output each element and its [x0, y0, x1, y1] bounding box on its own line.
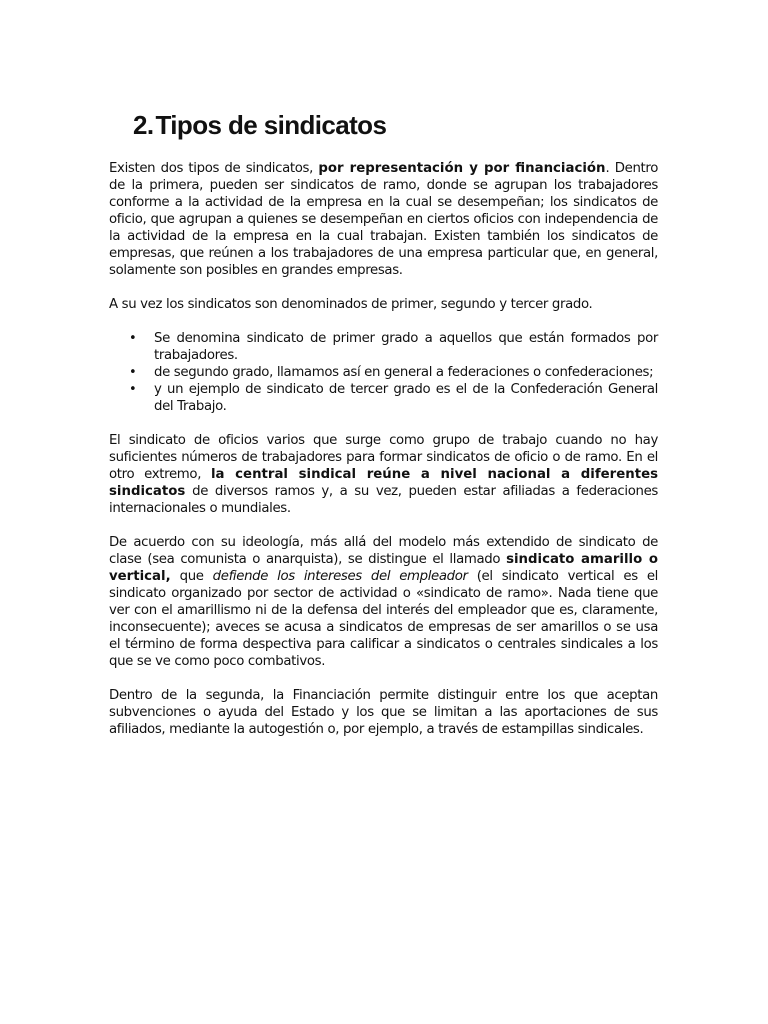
- italic-text: defiende los intereses del empleador: [212, 569, 468, 584]
- section-number: 2.: [133, 110, 154, 140]
- bullet-icon: •: [129, 365, 137, 380]
- list-item-text: Se denomina sindicato de primer grado a aquellos que están formados por trabajadores.: [154, 331, 658, 363]
- paragraph-text: El sindicato de oficios varios que surge como grupo de trabajo cuando no hay suficientes números de trabajadores para formar sindicatos de oficio o de ramo. En el otro extremo,: [109, 433, 658, 482]
- document-page: [109, 108, 658, 755]
- section-title: Tipos de sindicatos: [155, 110, 387, 140]
- list-item-text: y un ejemplo de sindicato de tercer grado es el de la Confederación General del Trabajo.: [154, 382, 658, 414]
- paragraph-text: Existen dos tipos de sindicatos,: [109, 161, 319, 176]
- list-item: [109, 330, 658, 364]
- section-heading: [133, 108, 658, 142]
- bullet-icon: •: [129, 331, 137, 346]
- paragraph-financiacion: Dentro de la segunda, la Financiación permite distinguir entre los que aceptan subvenciones o ayuda del Estado y los que se limitan a las aportaciones de sus afiliados, mediante la autogestión o, por ejemplo, a través de estampillas sindicales.: [109, 688, 658, 737]
- paragraph-grades: A su vez los sindicatos son denominados de primer, segundo y tercer grado.: [109, 297, 593, 312]
- paragraph-text: De acuerdo con su ideología, más allá del modelo más extendido de sindicato de clase (sea comunista o anarquista), se distingue el llamado: [109, 535, 658, 567]
- bold-text: sindicato amarillo o vertical,: [109, 552, 658, 584]
- list-item-text: de segundo grado, llamamos así en general a federaciones o confederaciones;: [154, 365, 654, 380]
- bullet-icon: •: [129, 382, 137, 397]
- paragraph-ideologia: [109, 534, 658, 670]
- paragraph-types: [109, 160, 658, 279]
- paragraph-text: (el sindicato vertical es el sindicato organizado por sector de actividad o «sindicato de ramo». Nada tiene que ver con el amarillismo ni de la defensa del interés del empleador que es, claramente, inconsecuente); aveces se acusa a sindicatos de empresas de ser amarillos o se usa el término de forma despectiva para calificar a sindicatos o centrales sindicales a los que se ve como poco combativos.: [109, 569, 658, 669]
- bold-text: la central sindical reúne a nivel nacional a diferentes sindicatos: [109, 467, 658, 499]
- paragraph-text: de diversos ramos y, a su vez, pueden estar afiliadas a federaciones internacionales o mundiales.: [109, 484, 658, 516]
- paragraph-text: . Dentro de la primera, pueden ser sindicatos de ramo, donde se agrupan los trabajadores conforme a la actividad de la empresa en la cual se desempeñan; los sindicatos de oficio, que agrupan a quienes se desempeñan en ciertos oficios con independencia de la actividad de la empresa en la cual trabajan. Existen también los sindicatos de empresas, que reúnen a los trabajadores de una empresa particular que, en general, solamente son posibles en grandes empresas.: [109, 161, 658, 278]
- list-item: [109, 381, 658, 415]
- paragraph-text: que: [170, 569, 213, 584]
- paragraph-oficios: [109, 432, 658, 517]
- grade-list: [109, 330, 658, 415]
- bold-text: por representación y por financiación: [318, 161, 606, 176]
- list-item: [109, 364, 658, 381]
